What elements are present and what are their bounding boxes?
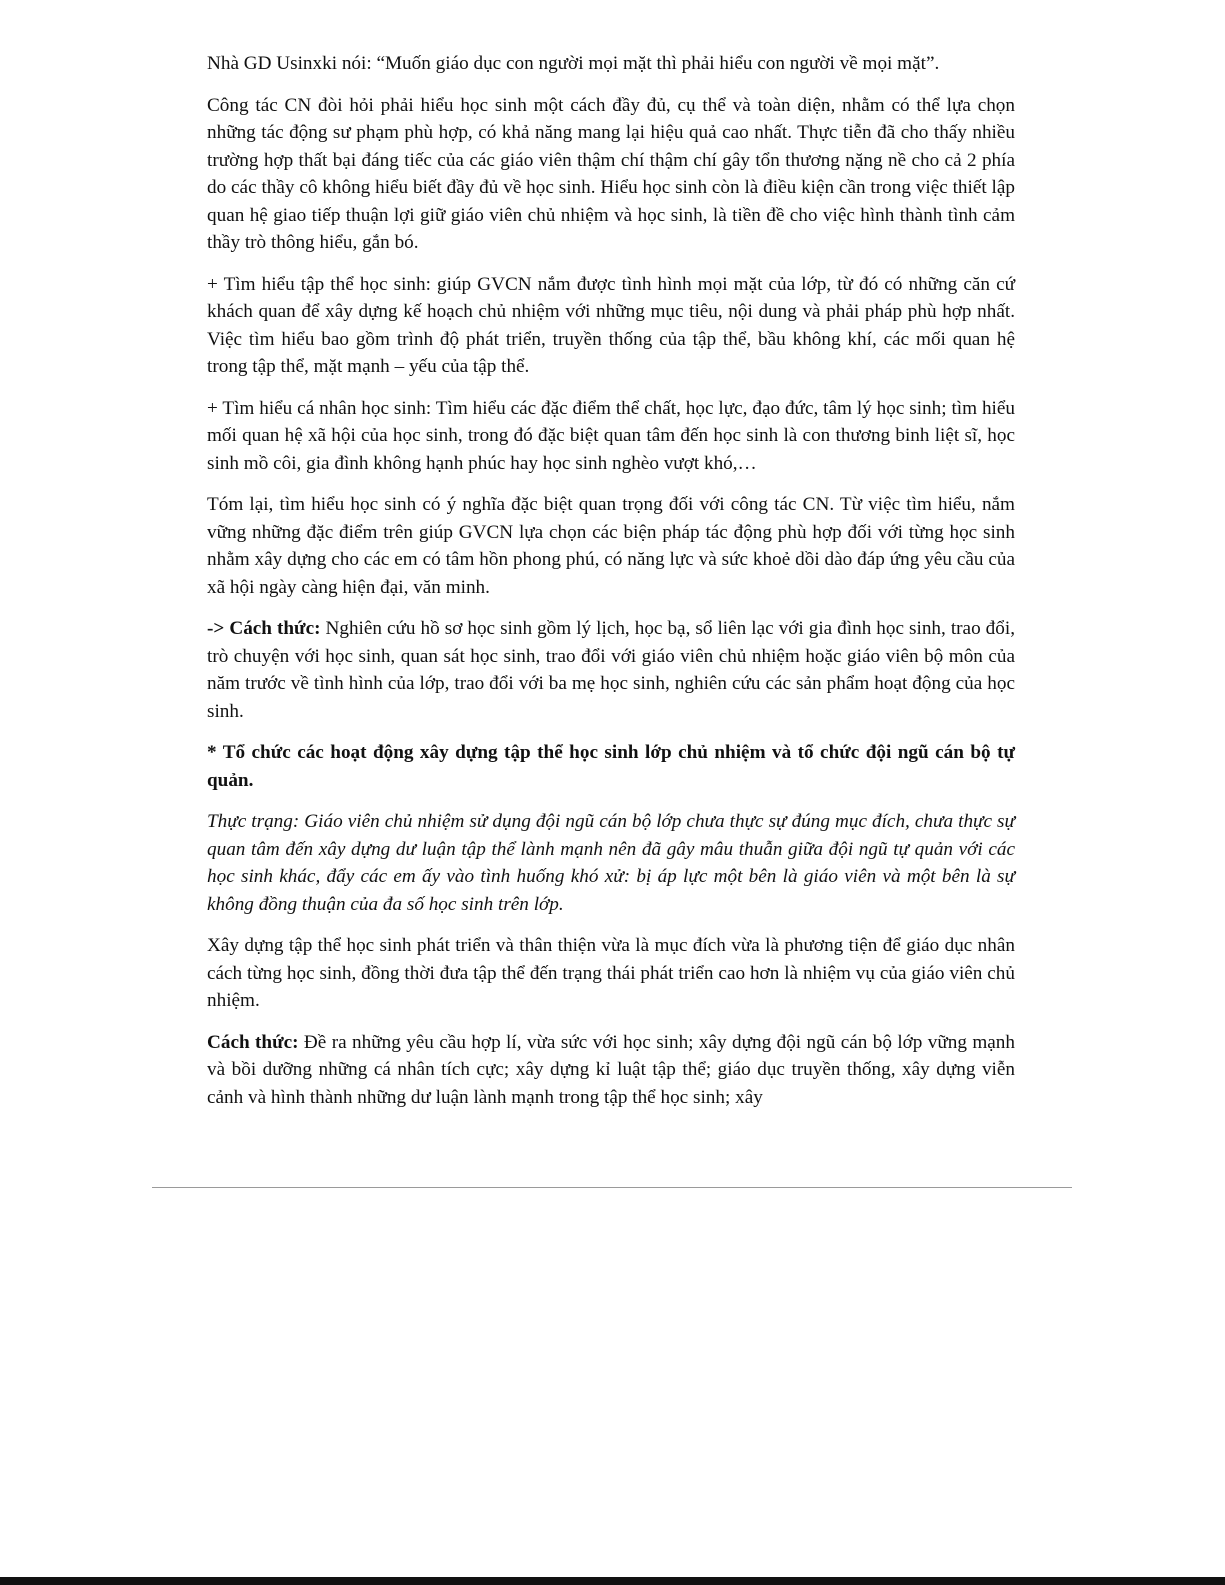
paragraph-understanding-students: Công tác CN đòi hỏi phải hiểu học sinh một cách đầy đủ, cụ thể và toàn diện, nhằm có thể lựa chọn những tác động sư phạm phù hợp, có khả năng mang lại hiệu quả cao nhất. Thực tiễn đã cho thấy nhiều trường hợp thất bại đáng tiếc của các giáo viên thậm chí thậm chí gây tổn thương nặng nề cho cả 2 phía do các thầy cô không hiểu biết đầy đủ về học sinh. Hiểu học sinh còn là điều kiện cần trong việc thiết lập quan hệ giao tiếp thuận lợi giữ giáo viên chủ nhiệm và học sinh, là tiền đề cho việc hình thành tình cảm thầy trò thông hiểu, gắn bó. <box>207 94 1015 253</box>
method-text-2: Đề ra những yêu cầu hợp lí, vừa sức với học sinh; xây dựng đội ngũ cán bộ lớp vững mạnh và bồi dưỡng những cá nhân tích cực; xây dựng kỉ luật tập thể; giáo dục truyền thống, xây dựng viễn cảnh và hình thành những dư luận lành mạnh trong tập thể học sinh; xây <box>207 1031 1015 1108</box>
method-label: -> Cách thức: <box>207 618 321 639</box>
method-label-2: Cách thức: <box>207 1031 299 1053</box>
section-heading: * Tổ chức các hoạt động xây dựng tập thể học sinh lớp chủ nhiệm và tổ chức đội ngũ cán bộ tự quản. <box>207 742 1015 791</box>
paragraph-build-collective: Xây dựng tập thể học sinh phát triển và thân thiện vừa là mục đích vừa là phương tiện để giáo dục nhân cách từng học sinh, đồng thời đưa tập thể đến trạng thái phát triển cao hơn là nhiệm vụ của giáo viên chủ nhiệm. <box>207 935 1015 1011</box>
paragraph-summary: Tóm lại, tìm hiểu học sinh có ý nghĩa đặc biệt quan trọng đối với công tác CN. Từ việc tìm hiểu, nắm vững những đặc điểm trên giúp GVCN lựa chọn các biện pháp tác động phù hợp đối với từng học sinh nhằm xây dựng cho các em có tâm hồn phong phú, có năng lực và sức khoẻ dồi dào đáp ứng yêu cầu của xã hội ngày càng hiện đại, văn minh. <box>207 494 1015 598</box>
paragraph-method-2 <box>207 1029 1015 1112</box>
method-text: Nghiên cứu hồ sơ học sinh gồm lý lịch, học bạ, sổ liên lạc với gia đình học sinh, trao đổi, trò chuyện với học sinh, quan sát học sinh, trao đổi với giáo viên chủ nhiệm hoặc giáo viên bộ môn của năm trước về tình hình của lớp, trao đổi với ba mẹ học sinh, nghiên cứu các sản phẩm hoạt động của học sinh. <box>207 618 1015 722</box>
document-body <box>207 50 1015 1125</box>
paragraph-method-1 <box>207 615 1015 725</box>
paragraph-quote: Nhà GD Usinxki nói: “Muốn giáo dục con người mọi mặt thì phải hiểu con người về mọi mặt”. <box>207 53 940 74</box>
page-bottom-edge <box>0 1577 1225 1585</box>
paragraph-current-situation: Thực trạng: Giáo viên chủ nhiệm sử dụng đội ngũ cán bộ lớp chưa thực sự đúng mục đích, chưa thực sự quan tâm đến xây dựng dư luận tập thể lành mạnh nên đã gây mâu thuẫn giữa đội ngũ tự quản với các học sinh khác, đẩy các em ấy vào tình huống khó xử: bị áp lực một bên là giáo viên và một bên là sự không đồng thuận của đa số học sinh trên lớp. <box>207 811 1015 915</box>
page-bottom-divider <box>152 1187 1072 1188</box>
paragraph-individual-study: + Tìm hiểu cá nhân học sinh: Tìm hiểu các đặc điểm thể chất, học lực, đạo đức, tâm lý học sinh; tìm hiểu mối quan hệ xã hội của học sinh, trong đó đặc biệt quan tâm đến học sinh là con thương binh liệt sĩ, học sinh mồ côi, gia đình không hạnh phúc hay học sinh nghèo vượt khó,… <box>207 397 1015 474</box>
paragraph-collective-study: + Tìm hiểu tập thể học sinh: giúp GVCN nắm được tình hình mọi mặt của lớp, từ đó có những căn cứ khách quan để xây dựng kế hoạch chủ nhiệm với những mục tiêu, nội dung và phải pháp phù hợp nhất. Việc tìm hiểu bao gồm trình độ phát triển, truyền thống của tập thể, bầu không khí, các mối quan hệ trong tập thể, mặt mạnh – yếu của tập thể. <box>207 273 1015 377</box>
